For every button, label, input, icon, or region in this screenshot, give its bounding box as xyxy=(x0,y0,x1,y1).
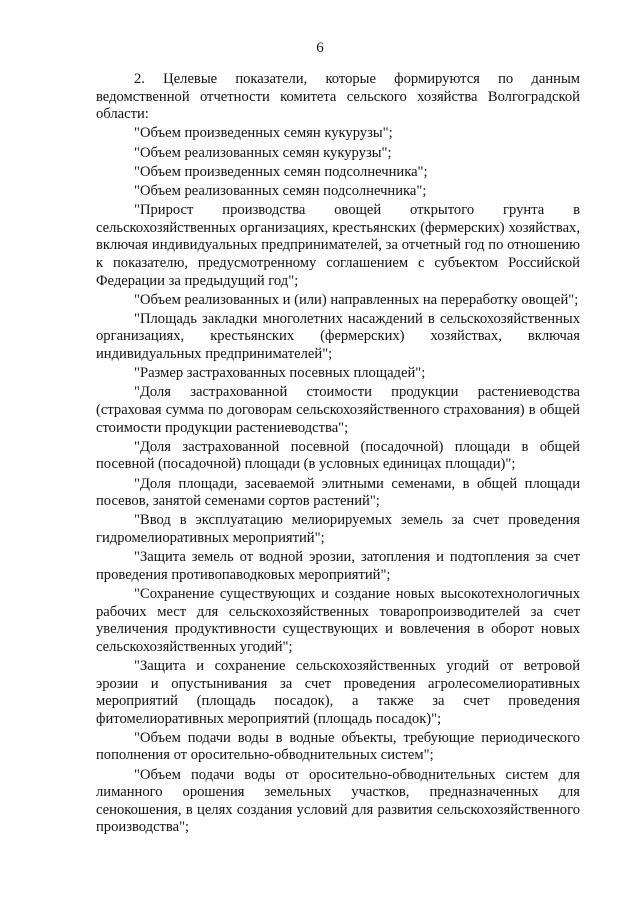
document-body xyxy=(96,71,580,839)
paragraph: "Ввод в эксплуатацию мелиорируемых земель за счет проведения гидромелиоративных мероприятий"; xyxy=(96,512,580,546)
paragraph: "Площадь закладки многолетних насаждений в сельскохозяйственных организациях, крестьянских (фермерских) хозяйствах, включая индивидуальных предпринимателей"; xyxy=(96,310,580,363)
paragraph: 2. Целевые показатели, которые формируются по данным ведомственной отчетности комитета сельского хозяйства Волгоградской области: xyxy=(96,71,580,123)
paragraph: "Объем реализованных и (или) направленных на переработку овощей"; xyxy=(134,291,579,308)
paragraph: "Объем произведенных семян кукурузы"; xyxy=(134,125,393,142)
paragraph: "Доля площади, засеваемой элитными семенами, в общей площади посевов, занятой семенами сортов растений"; xyxy=(96,475,580,510)
paragraph: "Сохранение существующих и создание новых высокотехнологичных рабочих мест для сельскохозяйственных товаропроизводителей за счет увеличения продуктивности существующих и вовлечения в оборот новых сельскохозяйственных угодий"; xyxy=(96,585,580,655)
paragraph: "Размер застрахованных посевных площадей"; xyxy=(134,365,426,382)
paragraph: "Объем произведенных семян подсолнечника"; xyxy=(134,163,428,180)
paragraph: "Защита и сохранение сельскохозяйственных угодий от ветровой эрозии и опустынивания за счет проведения агролесомелиоративных мероприятий (площадь посадок), а также за счет проведения фитомелиоративных мероприятий (площадь посадок)"; xyxy=(96,657,580,727)
paragraph: "Объем реализованных семян подсолнечника"; xyxy=(134,182,427,199)
paragraph: "Объем подачи воды в водные объекты, требующие периодического пополнения от оросительно-обводнительных систем"; xyxy=(96,729,580,764)
paragraph: "Доля застрахованной стоимости продукции растениеводства (страховая сумма по договорам сельскохозяйственного страхования) в общей стоимости продукции растениеводства"; xyxy=(96,384,580,436)
paragraph: "Объем реализованных семян кукурузы"; xyxy=(134,144,392,161)
paragraph: "Защита земель от водной эрозии, затопления и подтопления за счет проведения противопаводковых мероприятий"; xyxy=(96,549,580,583)
paragraph: "Объем подачи воды от оросительно-обводнительных систем для лиманного орошения земельных участков, предназначенных для сенокошения, в целях создания условий для развития сельскохозяйственного производства"; xyxy=(96,766,580,836)
paragraph: "Доля застрахованной посевной (посадочной) площади в общей посевной (посадочной) площади (в условных единицах площади)"; xyxy=(96,438,580,473)
page-number: 6 xyxy=(316,40,324,56)
paragraph: "Прирост производства овощей открытого грунта в сельскохозяйственных организациях, крестьянских (фермерских) хозяйствах, включая индивидуальных предпринимателей, за отчетный год по отношению к показателю, предусмотренному соглашением с субъектом Российской Федерации за предыдущий год"; xyxy=(96,202,580,289)
